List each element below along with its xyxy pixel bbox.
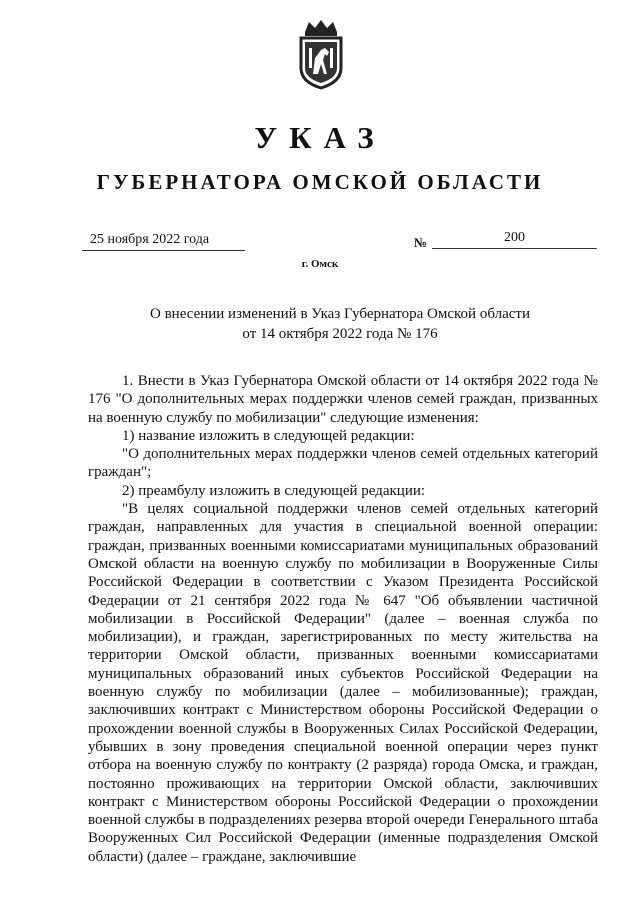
omsk-coat-of-arms-icon <box>295 18 347 90</box>
body-paragraph: 2) преамбулу изложить в следующей редакции: <box>122 482 426 499</box>
document-subject <box>80 304 600 344</box>
document-number: 200 <box>432 230 597 249</box>
subject-line: О внесении изменений в Указ Губернатора Омской области <box>150 306 530 322</box>
document-city: г. Омск <box>301 258 339 270</box>
document-subtitle: ГУБЕРНАТОРА ОМСКОЙ ОБЛАСТИ <box>96 170 544 194</box>
document-date: 25 ноября 2022 года <box>82 232 245 251</box>
body-paragraph: "О дополнительных мерах поддержки членов семей отдельных категорий граждан"; <box>88 446 598 481</box>
subject-line: от 14 октября 2022 года № 176 <box>242 326 438 342</box>
number-label: № <box>414 235 428 250</box>
body-paragraph: "В целях социальной поддержки членов семей отдельных категорий граждан, направленных для участия в специальной военной операции: граждан, призванных военными комиссариатами муниципальных образований Омской области на военную службу по мобилизации в Вооруженные Силы Российской Федерации в соответствии с Указом Президента Российской Федерации от 21 сентября 2022 года № 647 "Об объявлении частичной мобилизации в Российской Федерации" (далее – военная служба по мобилизации), и граждан, зарегистрированных по месту жительства на территории Омской области, призванных военными комиссариатами муниципальных образований иных субъектов Российской Федерации на военную службу по мобилизации (далее – мобилизованные); граждан, заключивших контракт с Министерством обороны Российской Федерации о прохождении военной службы в Вооруженных Силах Российской Федерации, убывших в зону проведения специальной военной операции через пункт отбора на военную службу по контракту (2 разряда) города Омска, и граждан, постоянно проживающих на территории Омской области, заключивших контракт с Министерством обороны Российской Федерации о прохождении военной службы в подразделениях резерва второй очереди Генерального штаба Вооруженных Сил Российской Федерации (именные подразделения Омской области) (далее – граждане, заключившие <box>88 501 598 865</box>
body-paragraph: 1) название изложить в следующей редакции: <box>122 427 415 444</box>
document-body <box>88 372 598 866</box>
body-paragraph: 1. Внести в Указ Губернатора Омской области от 14 октября 2022 года № 176 "О дополнительных мерах поддержки членов семей граждан, призванных на военную службу по мобилизации" следующие изменения: <box>88 373 598 426</box>
document-title: УКАЗ <box>254 120 386 155</box>
